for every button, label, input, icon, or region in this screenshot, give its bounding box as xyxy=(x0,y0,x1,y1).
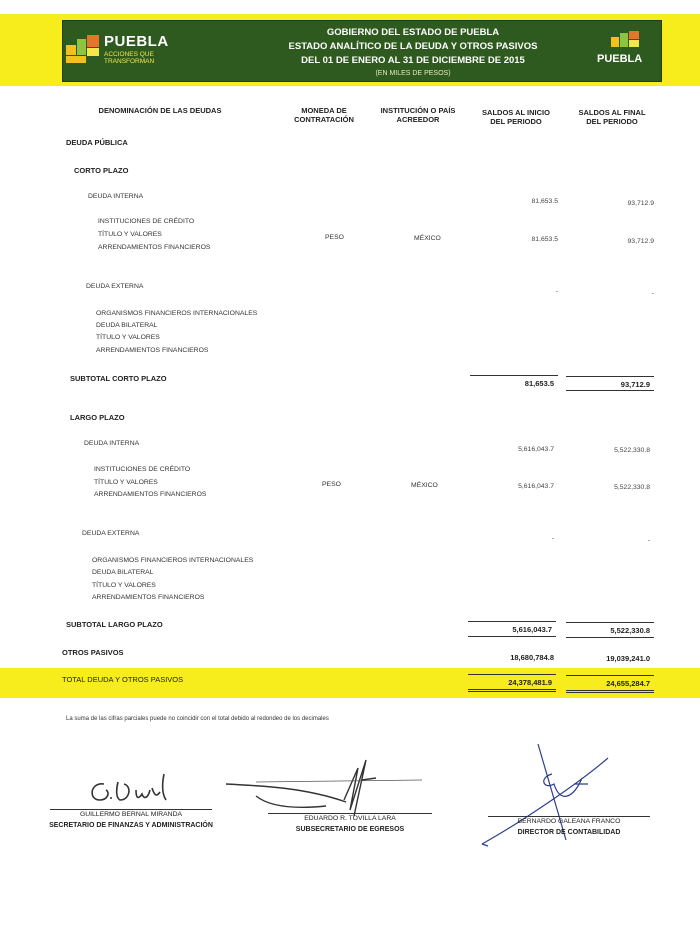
lp-interna-inicio: 5,616,043.7 xyxy=(518,446,554,453)
col-header-institucion: INSTITUCIÓN O PAÍS ACREEDOR xyxy=(380,106,456,124)
cp-subtotal-inicio: 81,653.5 xyxy=(524,379,554,388)
header-line2: ESTADO ANALÍTICO DE LA DEUDA Y OTROS PASIVOS xyxy=(288,41,538,52)
lp-subtotal-final: 5,522,330.8 xyxy=(610,626,650,635)
total-double-rule xyxy=(468,691,556,692)
cp-item-final: 93,712.9 xyxy=(627,238,654,245)
col-header-denominacion: DENOMINACIÓN DE LAS DEUDAS xyxy=(98,106,222,115)
total-final: 24,655,284.7 xyxy=(606,679,650,688)
otros-pasivos-label: OTROS PASIVOS xyxy=(62,648,124,657)
lp-pais: MÉXICO xyxy=(411,482,438,489)
rounding-note: La suma de las cifras parciales puede no coincidir con el total debido al redondeo de los decimales xyxy=(66,716,329,722)
cp-deuda-interna-label: DEUDA INTERNA xyxy=(88,193,144,200)
cp-externa-inicio: - xyxy=(555,288,558,295)
signature-2-name: EDUARDO R. TOVILLA LARA xyxy=(304,815,396,822)
col-header-saldo-final: SALDOS AL FINAL DEL PERIODO xyxy=(578,108,646,126)
total-inicio: 24,378,481.9 xyxy=(508,678,552,687)
lp-externa-item: ARRENDAMIENTOS FINANCIEROS xyxy=(92,594,205,601)
cp-deuda-externa-label: DEUDA EXTERNA xyxy=(86,283,144,290)
lp-subtotal-underline xyxy=(468,636,556,637)
lp-moneda: PESO xyxy=(322,481,341,488)
section-corto-plazo: CORTO PLAZO xyxy=(74,166,129,175)
lp-externa-item: ORGANISMOS FINANCIEROS INTERNACIONALES xyxy=(92,557,254,564)
logo-left-word: PUEBLA xyxy=(104,33,169,50)
cp-interna-final: 93,712.9 xyxy=(627,200,654,207)
cp-subtotal-rule xyxy=(566,376,654,377)
otros-pasivos-inicio: 18,680,784.8 xyxy=(510,653,554,662)
total-double-rule xyxy=(468,689,556,690)
lp-subtotal-inicio: 5,616,043.7 xyxy=(512,625,552,634)
cp-interna-item: TÍTULO Y VALORES xyxy=(98,231,162,238)
logo-left-tag1: ACCIONES QUE xyxy=(104,51,154,58)
cp-pais: MÉXICO xyxy=(414,235,441,242)
otros-pasivos-final: 19,039,241.0 xyxy=(606,654,650,663)
signature-1-line xyxy=(50,809,212,810)
total-rule xyxy=(468,674,556,675)
logo-right-blocks-icon xyxy=(611,31,641,51)
signature-3-line xyxy=(488,816,650,817)
signature-2-line xyxy=(268,813,432,814)
section-deuda-publica: DEUDA PÚBLICA xyxy=(66,138,128,147)
report-header xyxy=(62,20,662,82)
cp-externa-item: ORGANISMOS FINANCIEROS INTERNACIONALES xyxy=(96,310,258,317)
lp-externa-item: DEUDA BILATERAL xyxy=(92,569,154,576)
cp-subtotal-final: 93,712.9 xyxy=(620,380,650,389)
cp-subtotal-label: SUBTOTAL CORTO PLAZO xyxy=(70,374,167,383)
col-header-moneda: MONEDA DE CONTRATACIÓN xyxy=(294,106,354,124)
cp-subtotal-underline xyxy=(566,390,654,391)
header-line3: DEL 01 DE ENERO AL 31 DE DICIEMBRE DE 2015 xyxy=(301,55,525,66)
cp-externa-item: ARRENDAMIENTOS FINANCIEROS xyxy=(96,347,209,354)
logo-left-tag2: TRANSFORMAN xyxy=(104,58,155,65)
signature-3-title: DIRECTOR DE CONTABILIDAD xyxy=(517,829,621,836)
cp-interna-inicio: 81,653.5 xyxy=(531,198,558,205)
total-label: TOTAL DEUDA Y OTROS PASIVOS xyxy=(62,675,184,684)
lp-interna-item: ARRENDAMIENTOS FINANCIEROS xyxy=(94,491,207,498)
header-line1: GOBIERNO DEL ESTADO DE PUEBLA xyxy=(326,27,500,38)
signature-2-title: SUBSECRETARIO DE EGRESOS xyxy=(295,826,405,833)
logo-left-tagline xyxy=(104,51,154,65)
lp-externa-item: TÍTULO Y VALORES xyxy=(92,582,156,589)
cp-interna-item: ARRENDAMIENTOS FINANCIEROS xyxy=(98,244,211,251)
cp-externa-final: - xyxy=(651,290,654,297)
lp-interna-item: TÍTULO Y VALORES xyxy=(94,479,158,486)
signature-3-name: BERNARDO GALEANA FRANCO xyxy=(517,818,621,825)
cp-moneda: PESO xyxy=(325,234,344,241)
cp-subtotal-rule xyxy=(470,375,558,376)
logo-blocks-icon xyxy=(66,35,102,65)
total-rule xyxy=(566,675,654,676)
cp-externa-item: DEUDA BILATERAL xyxy=(96,322,158,329)
cp-externa-item: TÍTULO Y VALORES xyxy=(96,334,160,341)
lp-externa-final: - xyxy=(647,537,650,544)
puebla-logo-left xyxy=(66,27,176,71)
lp-interna-item: INSTITUCIONES DE CRÉDITO xyxy=(94,466,191,473)
header-units: (EN MILES DE PESOS) xyxy=(375,70,451,77)
signature-1-name: GUILLERMO BERNAL MIRANDA xyxy=(79,811,183,818)
lp-subtotal-underline xyxy=(566,637,654,638)
col-header-saldo-inicio: SALDOS AL INICIO DEL PERIODO xyxy=(482,108,550,126)
section-largo-plazo: LARGO PLAZO xyxy=(70,413,125,422)
signature-1-title: SECRETARIO DE FINANZAS Y ADMINISTRACIÓN xyxy=(49,822,213,829)
cp-interna-item: INSTITUCIONES DE CRÉDITO xyxy=(98,218,195,225)
total-double-rule xyxy=(566,692,654,693)
lp-subtotal-label: SUBTOTAL LARGO PLAZO xyxy=(66,620,163,629)
total-double-rule xyxy=(566,690,654,691)
lp-subtotal-rule xyxy=(566,622,654,623)
logo-right-word: PUEBLA xyxy=(597,53,643,65)
cp-item-inicio: 81,653.5 xyxy=(531,236,558,243)
lp-deuda-externa-label: DEUDA EXTERNA xyxy=(82,530,140,537)
lp-subtotal-rule xyxy=(468,621,556,622)
signature-1-scribble xyxy=(80,770,180,810)
lp-item-final: 5,522,330.8 xyxy=(614,484,650,491)
lp-interna-final: 5,522,330.8 xyxy=(614,447,650,454)
lp-deuda-interna-label: DEUDA INTERNA xyxy=(84,440,140,447)
lp-item-inicio: 5,616,043.7 xyxy=(518,483,554,490)
puebla-logo-right xyxy=(593,29,657,75)
lp-externa-inicio: - xyxy=(551,535,554,542)
